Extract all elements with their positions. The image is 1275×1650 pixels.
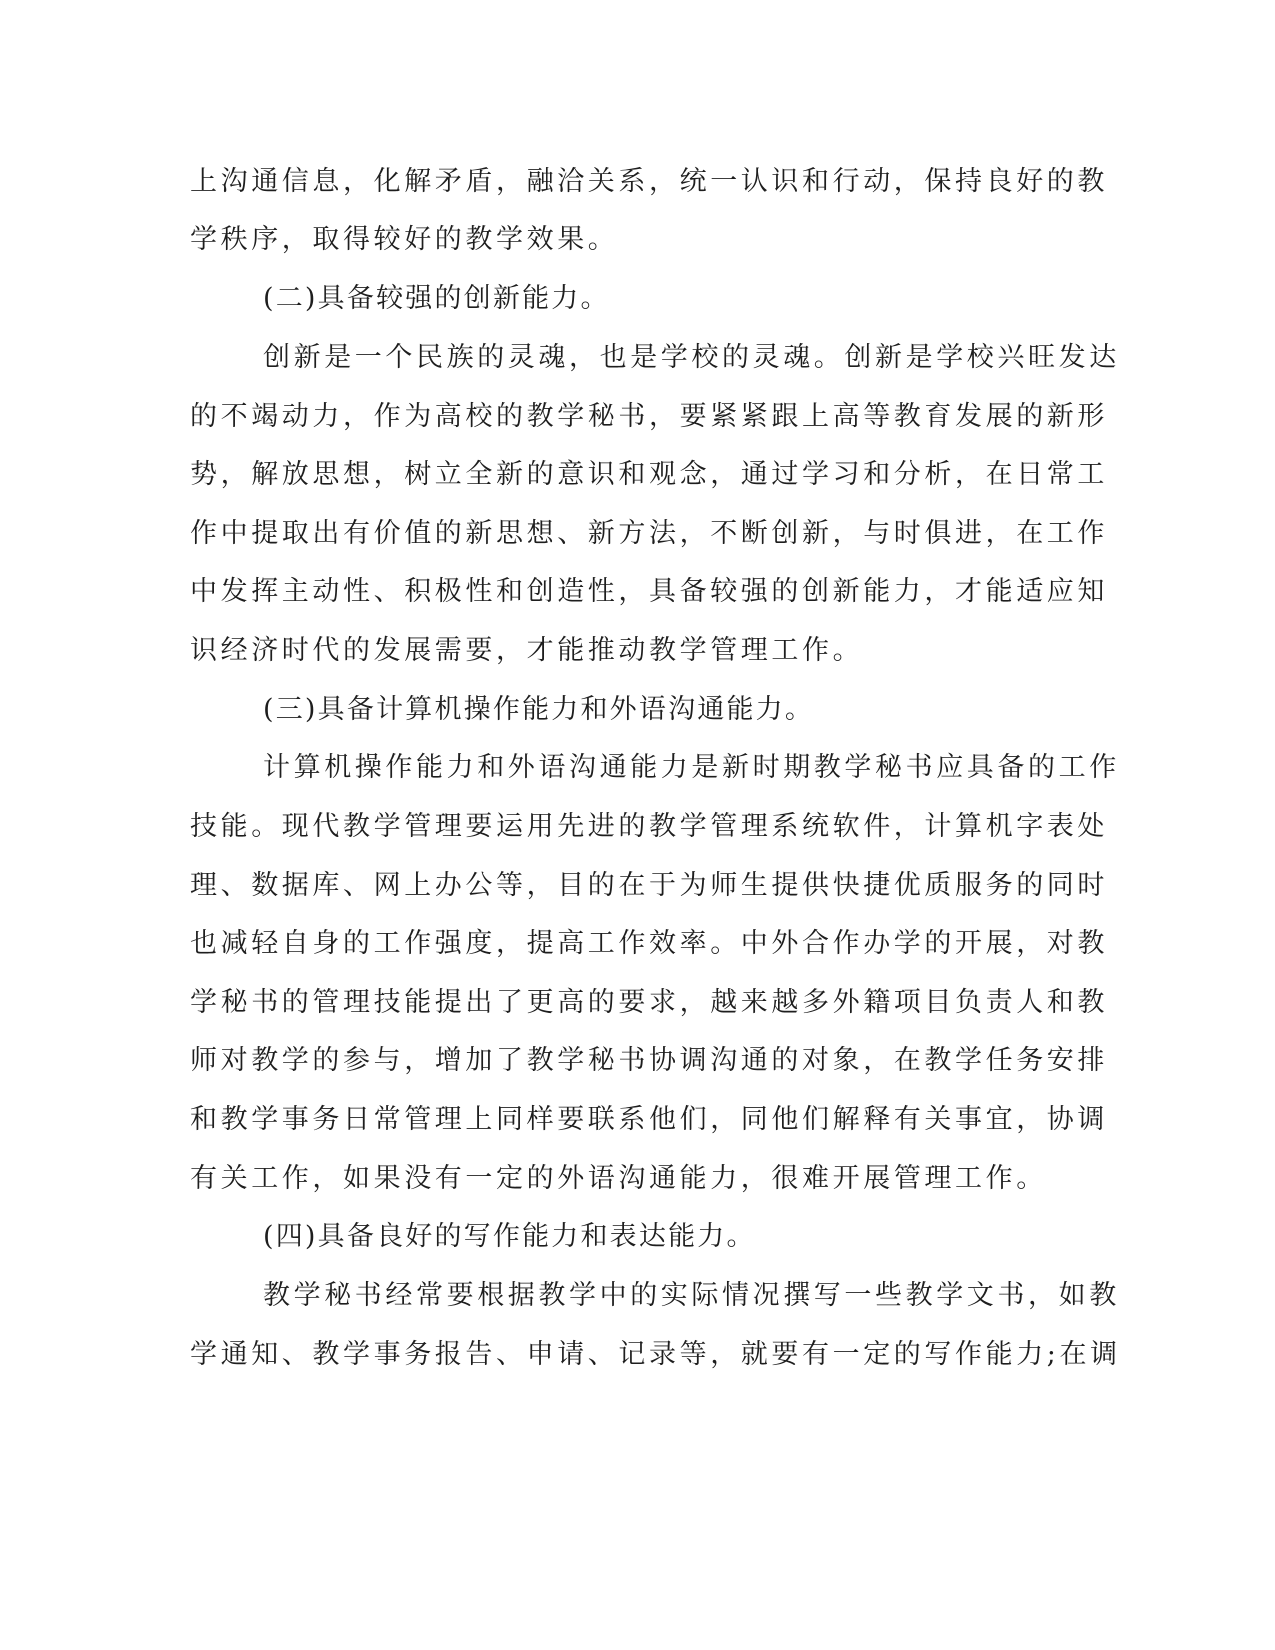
text-line: 和教学事务日常管理上同样要联系他们，同他们解释有关事宜，协调 (190, 1104, 1108, 1135)
text-line: 师对教学的参与，增加了教学秘书协调沟通的对象，在教学任务安排 (190, 1045, 1108, 1076)
paragraph-start: 创新是一个民族的灵魂，也是学校的灵魂。创新是学校兴旺发达 (263, 342, 1120, 373)
text-line: 作中提取出有价值的新思想、新方法，不断创新，与时俱进，在工作 (190, 518, 1108, 549)
section-heading-4: (四)具备良好的写作能力和表达能力。 (263, 1221, 756, 1252)
text-line: 理、数据库、网上办公等，目的在于为师生提供快捷优质服务的同时 (190, 870, 1108, 901)
text-line: 有关工作，如果没有一定的外语沟通能力，很难开展管理工作。 (190, 1163, 1047, 1194)
paragraph-start: 计算机操作能力和外语沟通能力是新时期教学秘书应具备的工作 (263, 752, 1120, 783)
text-line: 的不竭动力，作为高校的教学秘书，要紧紧跟上高等教育发展的新形 (190, 401, 1108, 432)
text-line: 也减轻自身的工作强度，提高工作效率。中外合作办学的开展，对教 (190, 928, 1108, 959)
paragraph-start: 教学秘书经常要根据教学中的实际情况撰写一些教学文书，如教 (263, 1280, 1120, 1311)
text-line: 中发挥主动性、积极性和创造性，具备较强的创新能力，才能适应知 (190, 576, 1108, 607)
text-line: 识经济时代的发展需要，才能推动教学管理工作。 (190, 635, 864, 666)
section-heading-3: (三)具备计算机操作能力和外语沟通能力。 (263, 694, 815, 725)
section-heading-2: (二)具备较强的创新能力。 (263, 283, 610, 314)
text-line: 技能。现代教学管理要运用先进的教学管理系统软件，计算机字表处 (190, 811, 1108, 842)
text-line: 势，解放思想，树立全新的意识和观念，通过学习和分析，在日常工 (190, 459, 1108, 490)
text-line: 上沟通信息，化解矛盾，融洽关系，统一认识和行动，保持良好的教 (190, 166, 1108, 197)
text-line: 学秘书的管理技能提出了更高的要求，越来越多外籍项目负责人和教 (190, 987, 1108, 1018)
text-line: 学秩序，取得较好的教学效果。 (190, 224, 619, 255)
text-line: 学通知、教学事务报告、申请、记录等，就要有一定的写作能力;在调 (190, 1339, 1121, 1370)
